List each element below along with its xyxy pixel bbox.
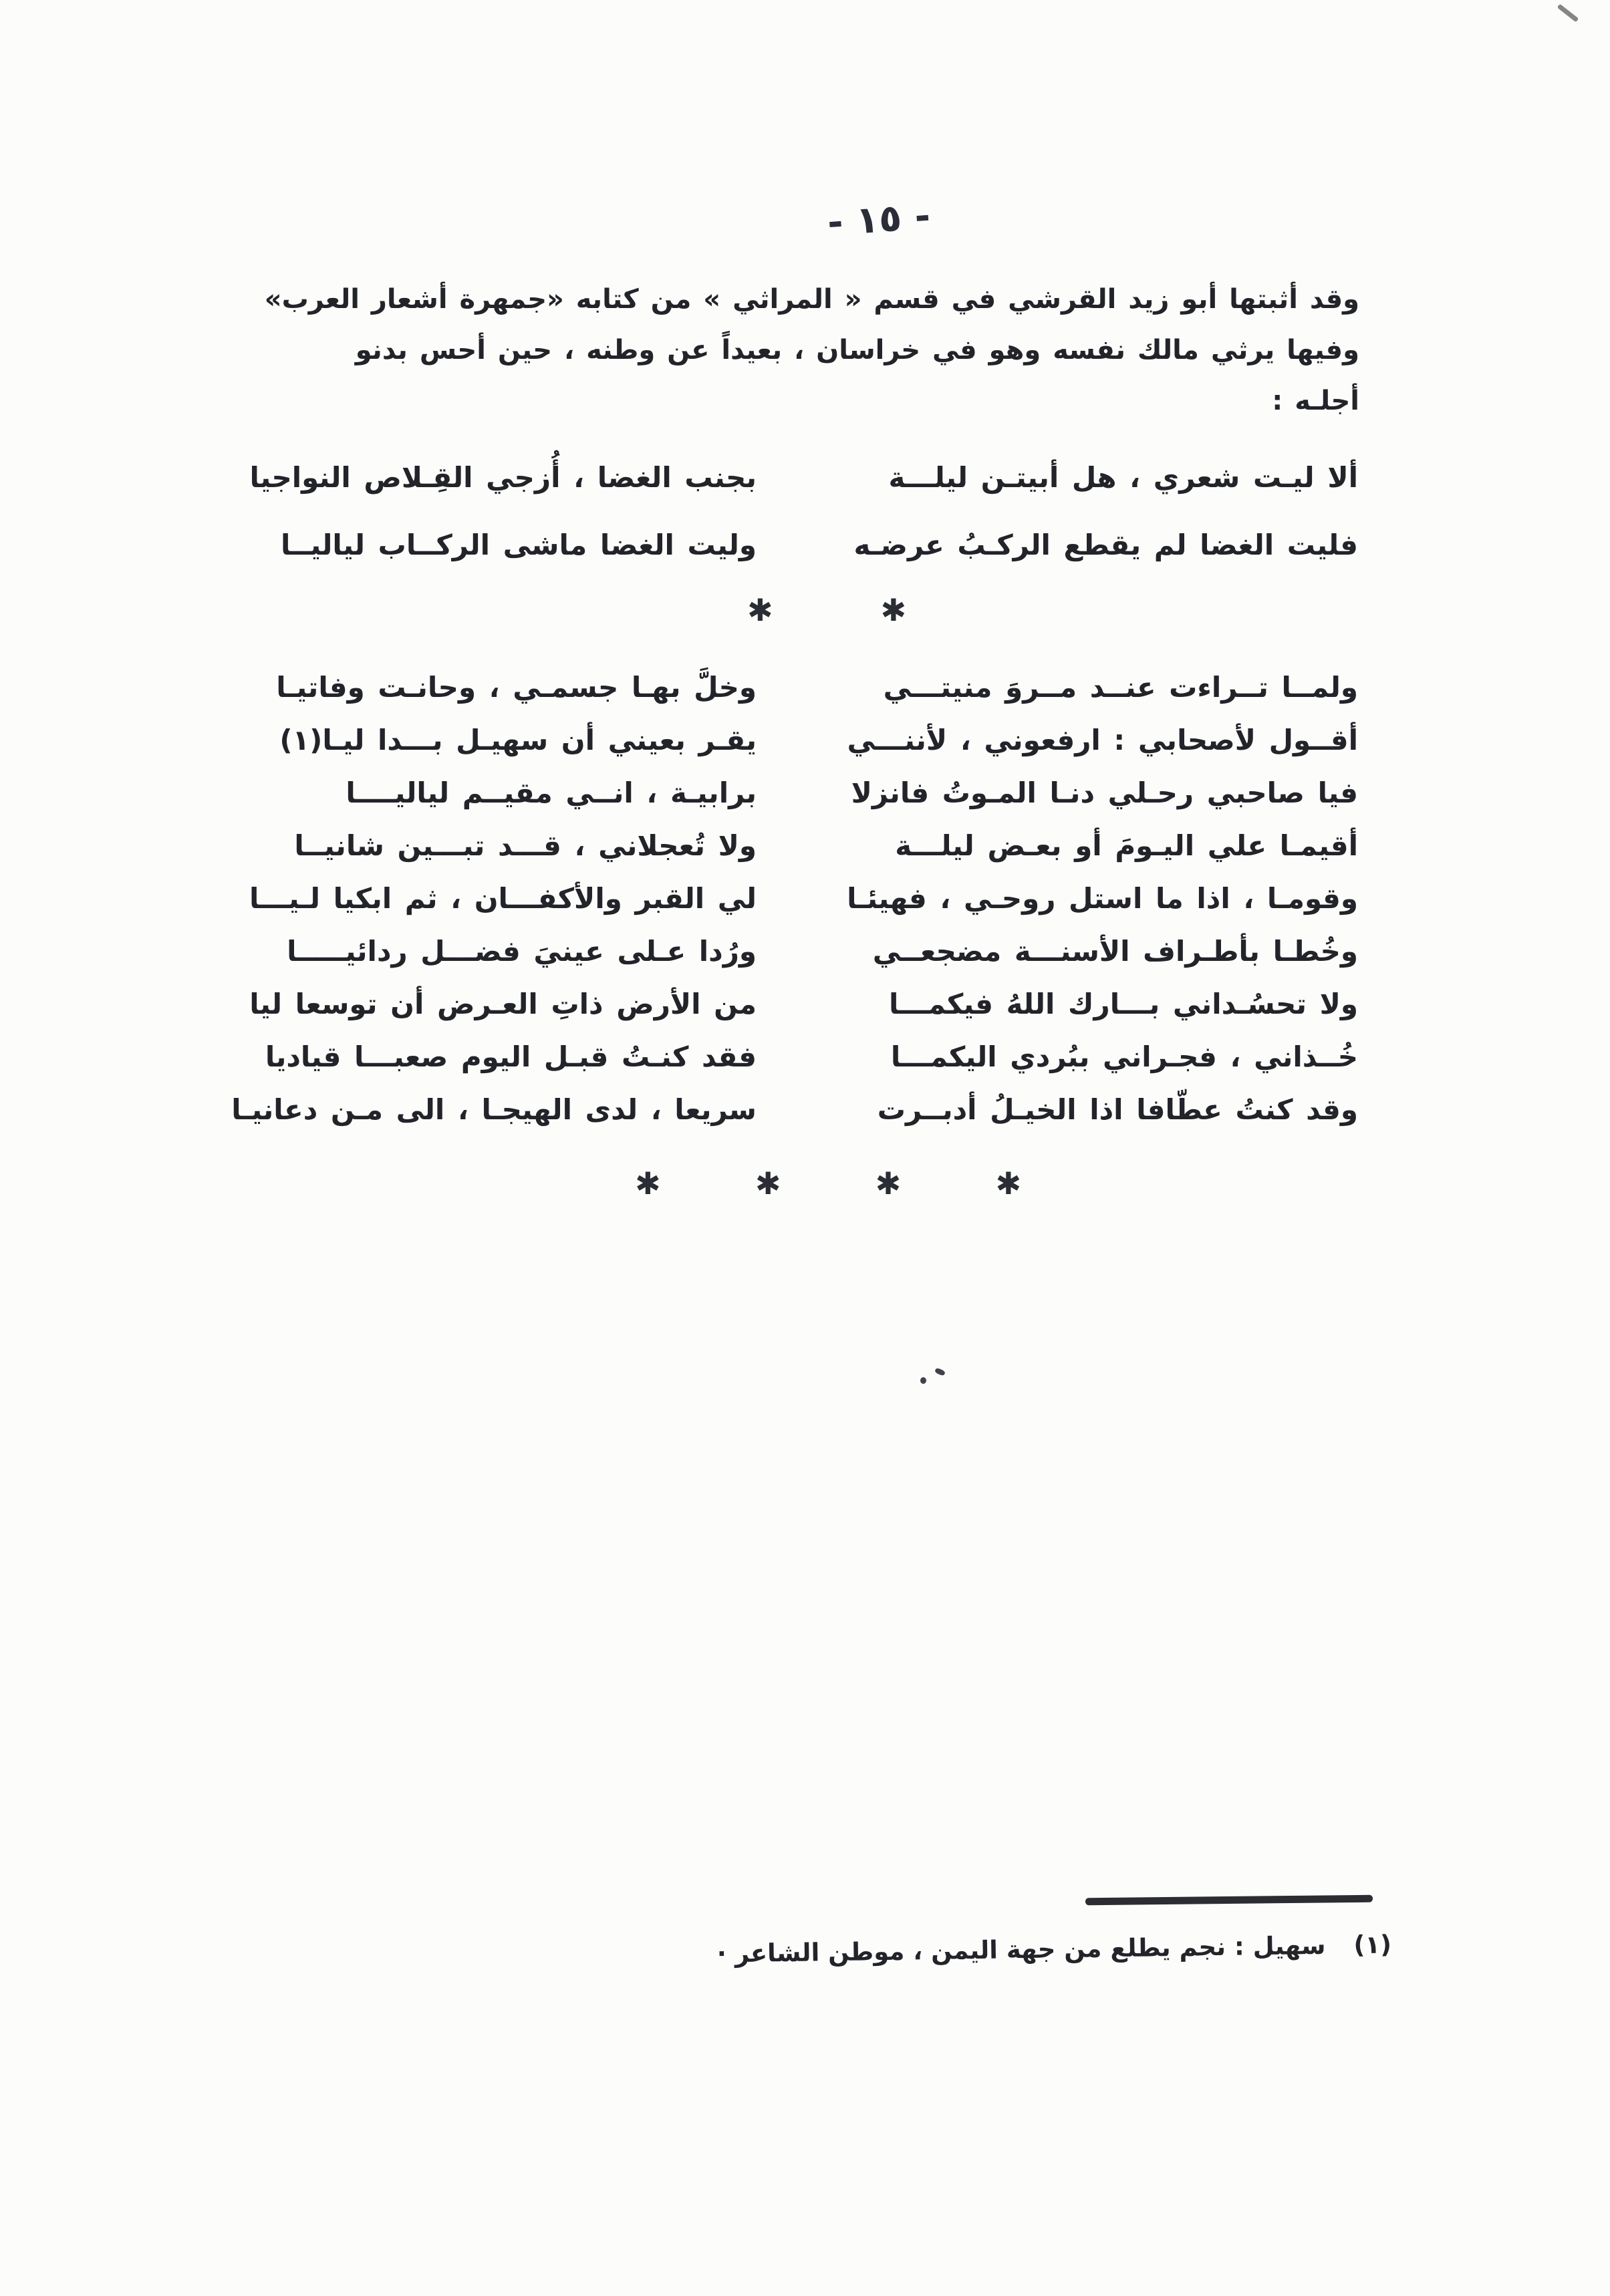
footnote-text: سهيل : نجم يطلع من جهة اليمن ، موطن الشاعر · bbox=[716, 1930, 1326, 1969]
footnote-rule bbox=[1085, 1895, 1373, 1906]
verse-row bbox=[231, 1093, 1358, 1146]
hemistich-second: وليت الغضا ماشى الركــاب لياليــا bbox=[280, 529, 757, 561]
hemistich-first: أقــول لأصحابي : ارفعوني ، لأننـــي bbox=[847, 724, 1358, 756]
intro-line-2: وفيها يرثي مالك نفسه وهو في خراسان ، بعيداً عن وطنه ، حين أحس بدنو bbox=[355, 335, 1359, 366]
verse-row bbox=[257, 724, 1358, 776]
page-number: - ١٥ - bbox=[825, 194, 932, 245]
asterisk-icon: ✱ bbox=[755, 1165, 781, 1201]
verse-row bbox=[249, 988, 1358, 1040]
verse-row bbox=[249, 882, 1358, 935]
intro-line-1: وقد أثبتها أبو زيد القرشي في قسم « المراثي » من كتابه «جمهرة أشعار العرب» bbox=[264, 284, 1359, 315]
hemistich-first: ولا تحسُـداني بـــارك اللهُ فيكمـــا bbox=[888, 988, 1358, 1020]
verse-row bbox=[257, 1040, 1358, 1093]
asterisk-divider bbox=[747, 592, 906, 628]
hemistich-first: أقيمـا علي اليـومَ أو بعـض ليلـــة bbox=[895, 829, 1358, 862]
hemistich-first: فيا صاحبي رحـلي دنـا المـوتُ فانزلا bbox=[851, 776, 1358, 809]
verse-row bbox=[257, 671, 1358, 724]
scan-artifact-speck bbox=[934, 1367, 946, 1376]
hemistich-second: وخلَّ بهـا جسمـي ، وحانـت وفاتيـا bbox=[276, 671, 757, 704]
footnote-marker: (١) bbox=[1353, 1930, 1392, 1960]
verse-row bbox=[257, 776, 1358, 829]
hemistich-first: وقد كنتُ عطّافا اذا الخيـلُ أدبــرت bbox=[877, 1093, 1358, 1126]
poem-block-1 bbox=[249, 461, 1358, 596]
poem-block-2 bbox=[231, 671, 1358, 1146]
hemistich-second: ورُدا عـلى عينيَ فضـــل ردائيـــــا bbox=[287, 935, 757, 968]
hemistich-second: من الأرض ذاتِ العـرض أن توسعا ليا bbox=[249, 988, 757, 1020]
asterisk-divider bbox=[635, 1165, 1021, 1201]
verse-row bbox=[257, 529, 1358, 596]
verse-row bbox=[249, 461, 1358, 529]
hemistich-second: ولا تُعجلاني ، قـــد تبـــين شانيــا bbox=[294, 829, 757, 862]
footnote bbox=[663, 1926, 1392, 1973]
hemistich-second: لي القبر والأكفـــان ، ثم ابكيا لـيـــا bbox=[249, 882, 757, 915]
hemistich-first: وقومـا ، اذا ما استل روحـي ، فهيئـا bbox=[847, 882, 1358, 915]
asterisk-icon: ✱ bbox=[875, 1165, 902, 1201]
intro-paragraph bbox=[255, 274, 1359, 426]
scan-artifact-corner bbox=[1557, 4, 1579, 23]
asterisk-icon: ✱ bbox=[880, 592, 906, 628]
verse-row bbox=[257, 935, 1358, 988]
hemistich-first: ولمــا تــراءت عنــد مــروَ منيتـــي bbox=[883, 671, 1358, 704]
intro-line-3: أجلـه : bbox=[1272, 386, 1359, 416]
verse-row bbox=[257, 829, 1358, 882]
hemistich-second: برابيـة ، انــي مقيــم لياليــــا bbox=[346, 776, 757, 809]
hemistich-first: وخُطـا بأطـراف الأسنـــة مضجعــي bbox=[872, 935, 1358, 968]
hemistich-first: ألا ليـت شعري ، هل أبيتـن ليلـــة bbox=[888, 461, 1358, 494]
hemistich-second: سريعا ، لدى الهيجـا ، الى مـن دعانيـا bbox=[231, 1093, 757, 1126]
hemistich-second: يقـر بعيني أن سهيـل بـــدا ليـا(١) bbox=[279, 724, 757, 756]
asterisk-icon: ✱ bbox=[995, 1165, 1021, 1201]
scan-artifact-speck bbox=[920, 1377, 926, 1384]
hemistich-first: خُــذاني ، فجـراني ببُردي اليكمـــا bbox=[890, 1040, 1358, 1073]
asterisk-icon: ✱ bbox=[747, 592, 773, 628]
hemistich-first: فليت الغضا لم يقطع الركـبُ عرضـه bbox=[853, 529, 1358, 561]
hemistich-second: بجنب الغضا ، أُزجي القِـلاص النواجيا bbox=[249, 461, 757, 494]
hemistich-second: فقد كنـتُ قبـل اليوم صعبـــا قياديا bbox=[265, 1040, 757, 1073]
asterisk-icon: ✱ bbox=[635, 1165, 661, 1201]
